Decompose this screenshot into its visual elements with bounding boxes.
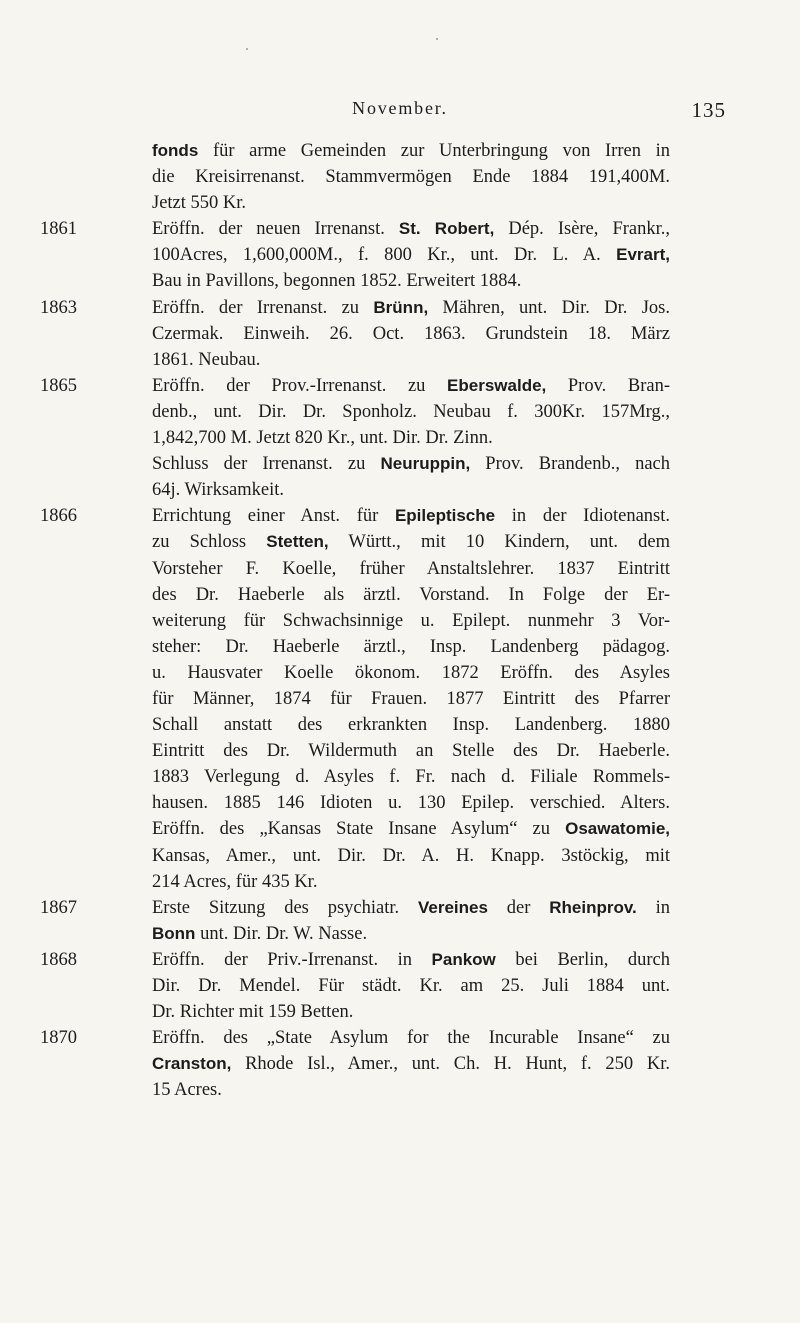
entry-line-year-1865 (40, 373, 671, 399)
entry-line-year-1861 (40, 216, 670, 242)
text-run: bei Berlin, durch (495, 949, 670, 970)
text-run: unt. Dir. Dr. W. Nasse. (195, 923, 368, 944)
text-run: 1861. Neubau. (152, 349, 261, 370)
text-line (100, 1077, 670, 1103)
year-label: 1870 (40, 1028, 77, 1049)
text-run: Bau in Pavillons, begonnen 1852. Erweitert 1884. (152, 271, 522, 292)
text-run: Eröffn. der Priv.-Irrenanst. in (152, 949, 432, 970)
entry-line-year-1870 (40, 1025, 670, 1051)
text-line (100, 451, 670, 477)
text-line (100, 190, 670, 216)
text-run: weiterung für Schwachsinnige u. Epilept. nunmehr 3 Vor- (152, 610, 670, 631)
text-line (100, 164, 670, 190)
text-line (100, 556, 670, 582)
text-line (100, 399, 670, 425)
text-run: Schluss der Irrenanst. zu (152, 454, 381, 475)
place-name: fonds (152, 141, 199, 160)
text-line (100, 138, 670, 164)
chronicle-text (40, 138, 671, 1103)
text-run: denb., unt. Dir. Dr. Sponholz. Neubau f. 300Kr. 157Mrg., (152, 401, 670, 422)
text-run: zu Schloss (152, 532, 267, 553)
text-run: 214 Acres, für 435 Kr. (152, 871, 318, 892)
text-line (100, 973, 670, 999)
text-run: 15 Acres. (152, 1080, 222, 1101)
text-line (100, 608, 670, 634)
place-name: Rheinprov. (549, 897, 637, 917)
text-line (100, 686, 670, 712)
text-line (100, 634, 670, 660)
page-header (60, 98, 740, 122)
text-line (100, 242, 670, 268)
text-line (100, 999, 670, 1025)
text-run: 100Acres, 1,600,000M., f. 800 Kr., unt. Dr. L. A. (152, 245, 617, 266)
entry-line-year-1863 (40, 295, 670, 321)
text-run: Prov. Bran- (546, 375, 671, 396)
text-run: für arme Gemeinden zur Unterbringung von Irren in (198, 141, 670, 161)
text-run: Schall anstatt des erkrankten Insp. Landenberg. 1880 (152, 715, 670, 736)
text-line (100, 425, 670, 451)
text-line (100, 477, 670, 503)
place-name: Brünn, (373, 297, 429, 317)
text-run: 1883 Verlegung d. Asyles f. Fr. nach d. Filiale Rommels- (152, 767, 670, 788)
text-run: Erste Sitzung des psychiatr. (152, 897, 418, 918)
text-run: Eröffn. der neuen Irrenanst. (152, 219, 399, 240)
text-run: Württ., mit 10 Kindern, unt. dem (328, 532, 670, 553)
text-run: steher: Dr. Haeberle ärztl., Insp. Landenberg pädagog. (152, 636, 670, 657)
text-run: Czermak. Einweih. 26. Oct. 1863. Grundstein 18. März (152, 323, 670, 344)
text-line (100, 843, 670, 869)
text-run: hausen. 1885 146 Idioten u. 130 Epilep. verschied. Alters. (152, 793, 670, 814)
text-run: Eröffn. des „State Asylum for the Incurable Insane“ zu (152, 1028, 670, 1049)
text-line (100, 321, 670, 347)
text-run: für Männer, 1874 für Frauen. 1877 Eintritt des Pfarrer (152, 688, 670, 709)
entry-line-year-1866 (40, 503, 670, 529)
year-label: 1863 (40, 297, 77, 318)
text-line (100, 869, 670, 895)
year-label: 1866 (40, 506, 77, 527)
text-run: Eintritt des Dr. Wildermuth an Stelle des Dr. Haeberle. (152, 741, 670, 762)
text-line (100, 347, 670, 373)
text-run: Dr. Richter mit 159 Betten. (152, 1002, 354, 1023)
place-name: Bonn (152, 923, 196, 943)
place-name: Cranston, (152, 1054, 232, 1074)
year-label: 1865 (40, 375, 77, 396)
text-run: 1,842,700 M. Jetzt 820 Kr., unt. Dir. Dr. Zinn. (152, 428, 493, 449)
year-label: 1867 (40, 897, 77, 918)
text-run: in (636, 897, 671, 918)
text-run: Prov. Brandenb., nach (470, 454, 671, 475)
text-run: in der Idiotenanst. (495, 506, 670, 527)
text-line (100, 529, 670, 555)
text-line (100, 921, 670, 947)
text-line (100, 816, 670, 842)
text-line (100, 764, 670, 790)
text-run: Kansas, Amer., unt. Dir. Dr. A. H. Knapp. 3stöckig, mit (152, 845, 670, 866)
text-run: des Dr. Haeberle als ärztl. Vorstand. In Folge der Er- (152, 584, 670, 605)
text-run: Eröffn. des „Kansas State Insane Asylum“ zu (152, 819, 566, 840)
text-line (100, 738, 670, 764)
place-name: Epileptische (394, 506, 496, 526)
text-line (100, 268, 670, 294)
text-line (100, 790, 670, 816)
text-run: die Kreisirrenanst. Stammvermögen Ende 1884 191,400M. (152, 167, 670, 188)
place-name: Pankow (431, 949, 496, 969)
text-run: Rhode Isl., Amer., unt. Ch. H. Hunt, f. 250 Kr. (231, 1054, 670, 1075)
running-title: November. (352, 98, 448, 118)
place-name: Osawatomie, (565, 819, 670, 839)
text-run: u. Hausvater Koelle ökonom. 1872 Eröffn. des Asyles (152, 662, 670, 683)
text-line (100, 660, 670, 686)
text-run: 64j. Wirksamkeit. (152, 480, 284, 501)
place-name: Stetten, (266, 532, 329, 552)
place-name: Neuruppin, (380, 454, 471, 474)
place-name: Evrart, (616, 245, 670, 265)
year-label: 1868 (40, 949, 77, 970)
year-label: 1861 (40, 219, 77, 240)
text-line (100, 712, 670, 738)
text-run: Jetzt 550 Kr. (152, 193, 247, 214)
text-line (100, 1051, 670, 1077)
entry-line-year-1867 (40, 895, 671, 921)
place-name: Vereines (417, 897, 488, 917)
text-run: der (487, 897, 550, 918)
paper-speck (246, 48, 248, 50)
text-run: Dir. Dr. Mendel. Für städt. Kr. am 25. Juli 1884 unt. (152, 976, 670, 996)
text-run: Eröffn. der Prov.-Irrenanst. zu (152, 375, 448, 396)
page-number: 135 (691, 98, 726, 122)
place-name: Eberswalde, (447, 375, 547, 395)
text-run: Errichtung einer Anst. für (152, 506, 395, 527)
text-run: Mähren, unt. Dir. Dr. Jos. (428, 297, 670, 318)
text-line (100, 582, 670, 608)
text-run: Eröffn. der Irrenanst. zu (152, 297, 374, 318)
place-name: St. Robert, (398, 219, 495, 239)
text-run: Vorsteher F. Koelle, früher Anstaltslehrer. 1837 Eintritt (152, 558, 670, 579)
text-run: Dép. Isère, Frankr., (494, 219, 670, 240)
paper-speck (436, 38, 438, 40)
entry-line-year-1868 (40, 947, 670, 973)
